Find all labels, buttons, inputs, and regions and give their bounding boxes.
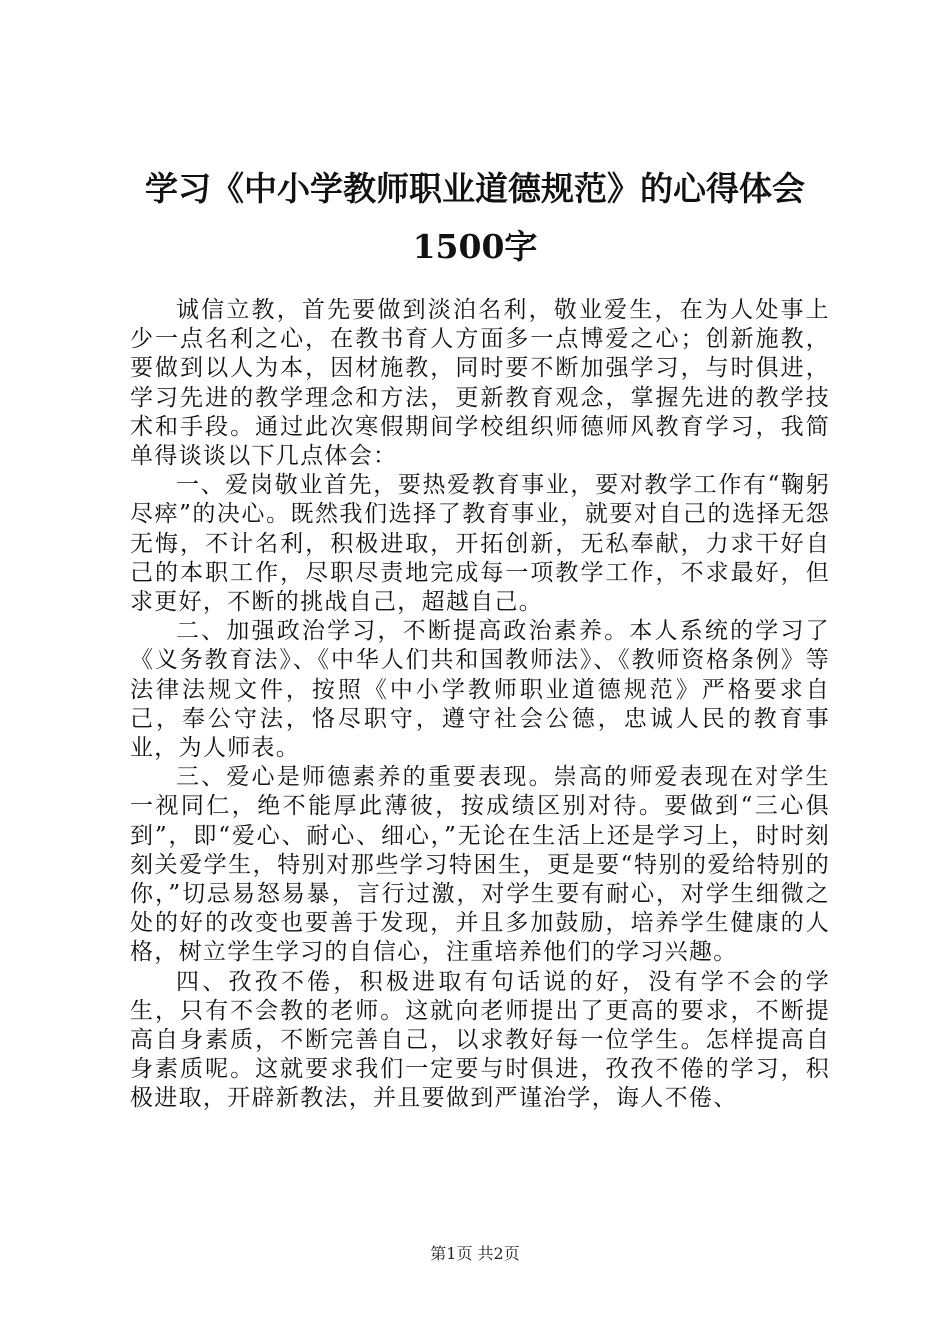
title-line-2: 1500字 <box>412 227 538 266</box>
paragraph-1: 一、爱岗敬业首先，要热爱教育事业，要对教学工作有“鞠躬尽瘁”的决心。既然我们选择了教育事业，就要对自己的选择无怨无悔，不计名利，积极进取，开拓创新，无私奉献，力求干好自己的本职工作，尽职尽责地完成每一项教学工作，不求最好，但求更好，不断的挑战自己，超越自己。 <box>130 472 830 616</box>
title-line-1: 学习《中小学教师职业道德规范》的心得体会 <box>145 169 805 208</box>
paragraph-3: 三、爱心是师德素养的重要表现。崇高的师爱表现在对学生一视同仁，绝不能厚此薄彼，按成绩区别对待。要做到“三心俱到”，即“爱心、耐心、细心，”无论在生活上还是学习上，时时刻刻关爱学生，特别对那些学习特困生，更是要“特别的爱给特别的你，”切忌易怒易暴，言行过激，对学生要有耐心，对学生细微之处的好的改变也要善于发现，并且多加鼓励，培养学生健康的人格，树立学生学习的自信心，注重培养他们的学习兴趣。 <box>130 764 830 966</box>
document-body <box>130 296 830 1114</box>
page-number-footer: 第1页 共2页 <box>430 1244 520 1263</box>
paragraph-2: 二、加强政治学习，不断提高政治素养。本人系统的学习了《义务教育法》、《中华人们共和国教师法》、《教师资格条例》等法律法规文件，按照《中小学教师职业道德规范》严格要求自己，奉公守法，恪尽职守，遵守社会公德，忠诚人民的教育事业，为人师表。 <box>130 618 830 762</box>
paragraph-4: 四、孜孜不倦，积极进取有句话说的好，没有学不会的学生，只有不会教的老师。这就向老师提出了更高的要求，不断提高自身素质，不断完善自己，以求教好每一位学生。怎样提高自身素质呢。这就要求我们一定要与时俱进，孜孜不倦的学习，积极进取，开辟新教法，并且要做到严谨治学，诲人不倦、 <box>130 968 830 1112</box>
document-title <box>100 160 850 276</box>
paragraph-intro: 诚信立教，首先要做到淡泊名利，敬业爱生，在为人处事上少一点名利之心，在教书育人方面多一点博爱之心；创新施教，要做到以人为本，因材施教，同时要不断加强学习，与时俱进，学习先进的教学理念和方法，更新教育观念，掌握先进的教学技术和手段。通过此次寒假期间学校组织师德师风教育学习，我简单得谈谈以下几点体会： <box>130 297 830 470</box>
